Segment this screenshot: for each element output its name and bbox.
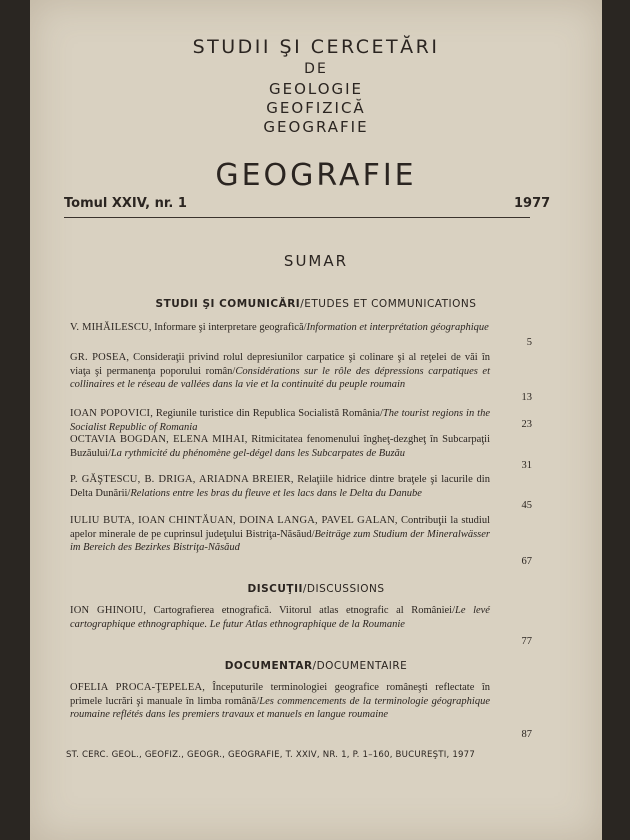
entry-translation: Relations entre les bras du fleuve et les lacs dans le Delta du Danube — [130, 487, 422, 499]
toc-entry — [70, 407, 490, 434]
entry-authors: OCTAVIA BOGDAN, ELENA MIHAI — [70, 434, 245, 445]
entry-translation: Considérations sur le rôle des dépressions carpatiques et collinaires et le réseau de vallées dans la vie et la continuité du peuple roumain — [70, 365, 490, 390]
entry-authors: V. MIHĂILESCU — [70, 322, 149, 333]
entry-page-number: 45 — [521, 500, 532, 511]
entry-page-number: 87 — [521, 729, 532, 740]
entry-authors: GR. POSEA — [70, 352, 127, 363]
section-heading-bold: DOCUMENTAR — [224, 660, 313, 672]
entry-translation: La rythmicité du phénomène gel-dégel dans les Subcarpates de Buzău — [110, 447, 406, 459]
entry-translation: Information et interprétation géographique — [306, 322, 489, 333]
section-heading — [30, 298, 602, 310]
entry-translation: Les commencements de la terminologie géographique roumaine reflétés dans les premiers travaux et manuels en langue roumaine — [70, 695, 490, 720]
toc-entry — [70, 433, 490, 460]
entry-authors: ION GHINOIU — [70, 605, 144, 616]
journal-title-line-1: STUDII ŞI CERCETĂRI — [192, 36, 440, 58]
section-heading — [30, 583, 602, 595]
toc-entry — [70, 681, 490, 722]
entry-translation: Le levé cartographique ethnographique. Le futur Atlas ethnographique de la Roumanie — [70, 605, 490, 630]
section-heading-bold: DISCUŢII — [247, 583, 303, 595]
section-heading-translation: /DISCUSSIONS — [302, 583, 385, 595]
entry-page-number: 5 — [526, 337, 532, 348]
journal-page — [30, 0, 602, 840]
entry-page-number: 13 — [521, 392, 532, 403]
toc-entry — [70, 604, 490, 631]
section-heading-translation: /ETUDES ET COMMUNICATIONS — [300, 298, 477, 310]
entry-page-number: 23 — [521, 419, 532, 430]
toc-entry — [70, 514, 490, 555]
series-title: GEOGRAFIE — [215, 158, 417, 193]
section-heading-translation: /DOCUMENTAIRE — [312, 660, 408, 672]
entry-translation: Beiträge zum Studium der Mineralwässer im Bereich des Bezirkes Bistriţa-Năsăud — [70, 528, 490, 553]
entry-authors: IOAN POPOVICI — [70, 408, 151, 419]
entry-title: , Ritmicitatea fenomenului îngheţ-dezgheţ în Subcarpaţii Buzăului/ — [70, 434, 490, 459]
entry-authors: P. GĂŞTESCU, B. DRIGA, ARIADNA BREIER — [70, 474, 291, 485]
entry-title: , Cartografierea etnografică. Viitorul atlas etnografic al României/ — [143, 605, 455, 616]
section-heading — [30, 660, 602, 672]
entry-title: , Consideraţii privind rolul depresiunilor carpatice şi colinare şi al reţelei de văi în viaţa şi permanenţa poporului român/ — [70, 352, 490, 377]
entry-title: , Contribuţii la studiul apelor minerale de pe cuprinsul judeţului Bistriţa-Năsăud/ — [70, 515, 490, 540]
entry-authors: IULIU BUTA, IOAN CHINTĂUAN, DOINA LANGA, PAVEL GALAN — [70, 515, 395, 526]
journal-title-line-2: DE — [304, 61, 328, 77]
section-heading-bold: STUDII ŞI COMUNICĂRI — [155, 298, 301, 310]
entry-translation: The tourist regions in the Socialist Republic of Romania — [70, 408, 490, 433]
entry-title: , Informare şi interpretare geografică/ — [148, 322, 307, 333]
contents-title: SUMAR — [283, 252, 349, 270]
journal-title-line-4: GEOFIZICĂ — [266, 99, 366, 117]
publication-year: 1977 — [514, 196, 551, 211]
volume-number: Tomul XXIV, nr. 1 — [64, 196, 187, 211]
toc-entry — [70, 351, 490, 392]
entry-page-number: 67 — [521, 556, 532, 567]
entry-title: , Relaţiile hidrice dintre braţele şi lacurile din Delta Dunării/ — [70, 474, 490, 499]
header-divider — [64, 217, 530, 218]
journal-title-line-5: GEOGRAFIE — [263, 118, 369, 136]
entry-page-number: 77 — [521, 636, 532, 647]
citation-footer: ST. CERC. GEOL., GEOFIZ., GEOGR., GEOGRAFIE, T. XXIV, NR. 1, P. 1–160, BUCUREŞTI, 1977 — [66, 750, 476, 760]
toc-entry — [70, 321, 490, 335]
entry-title: , Începuturile terminologiei geografice româneşti reflectate în primele lucrări şi manuale în limba română/ — [70, 682, 491, 707]
entry-authors: OFELIA PROCA-ŢEPELEA — [70, 682, 203, 693]
entry-page-number: 31 — [521, 460, 532, 471]
toc-entry — [70, 473, 490, 500]
journal-title-line-3: GEOLOGIE — [268, 80, 364, 98]
entry-title: , Regiunile turistice din Republica Socialistă România/ — [150, 408, 383, 419]
